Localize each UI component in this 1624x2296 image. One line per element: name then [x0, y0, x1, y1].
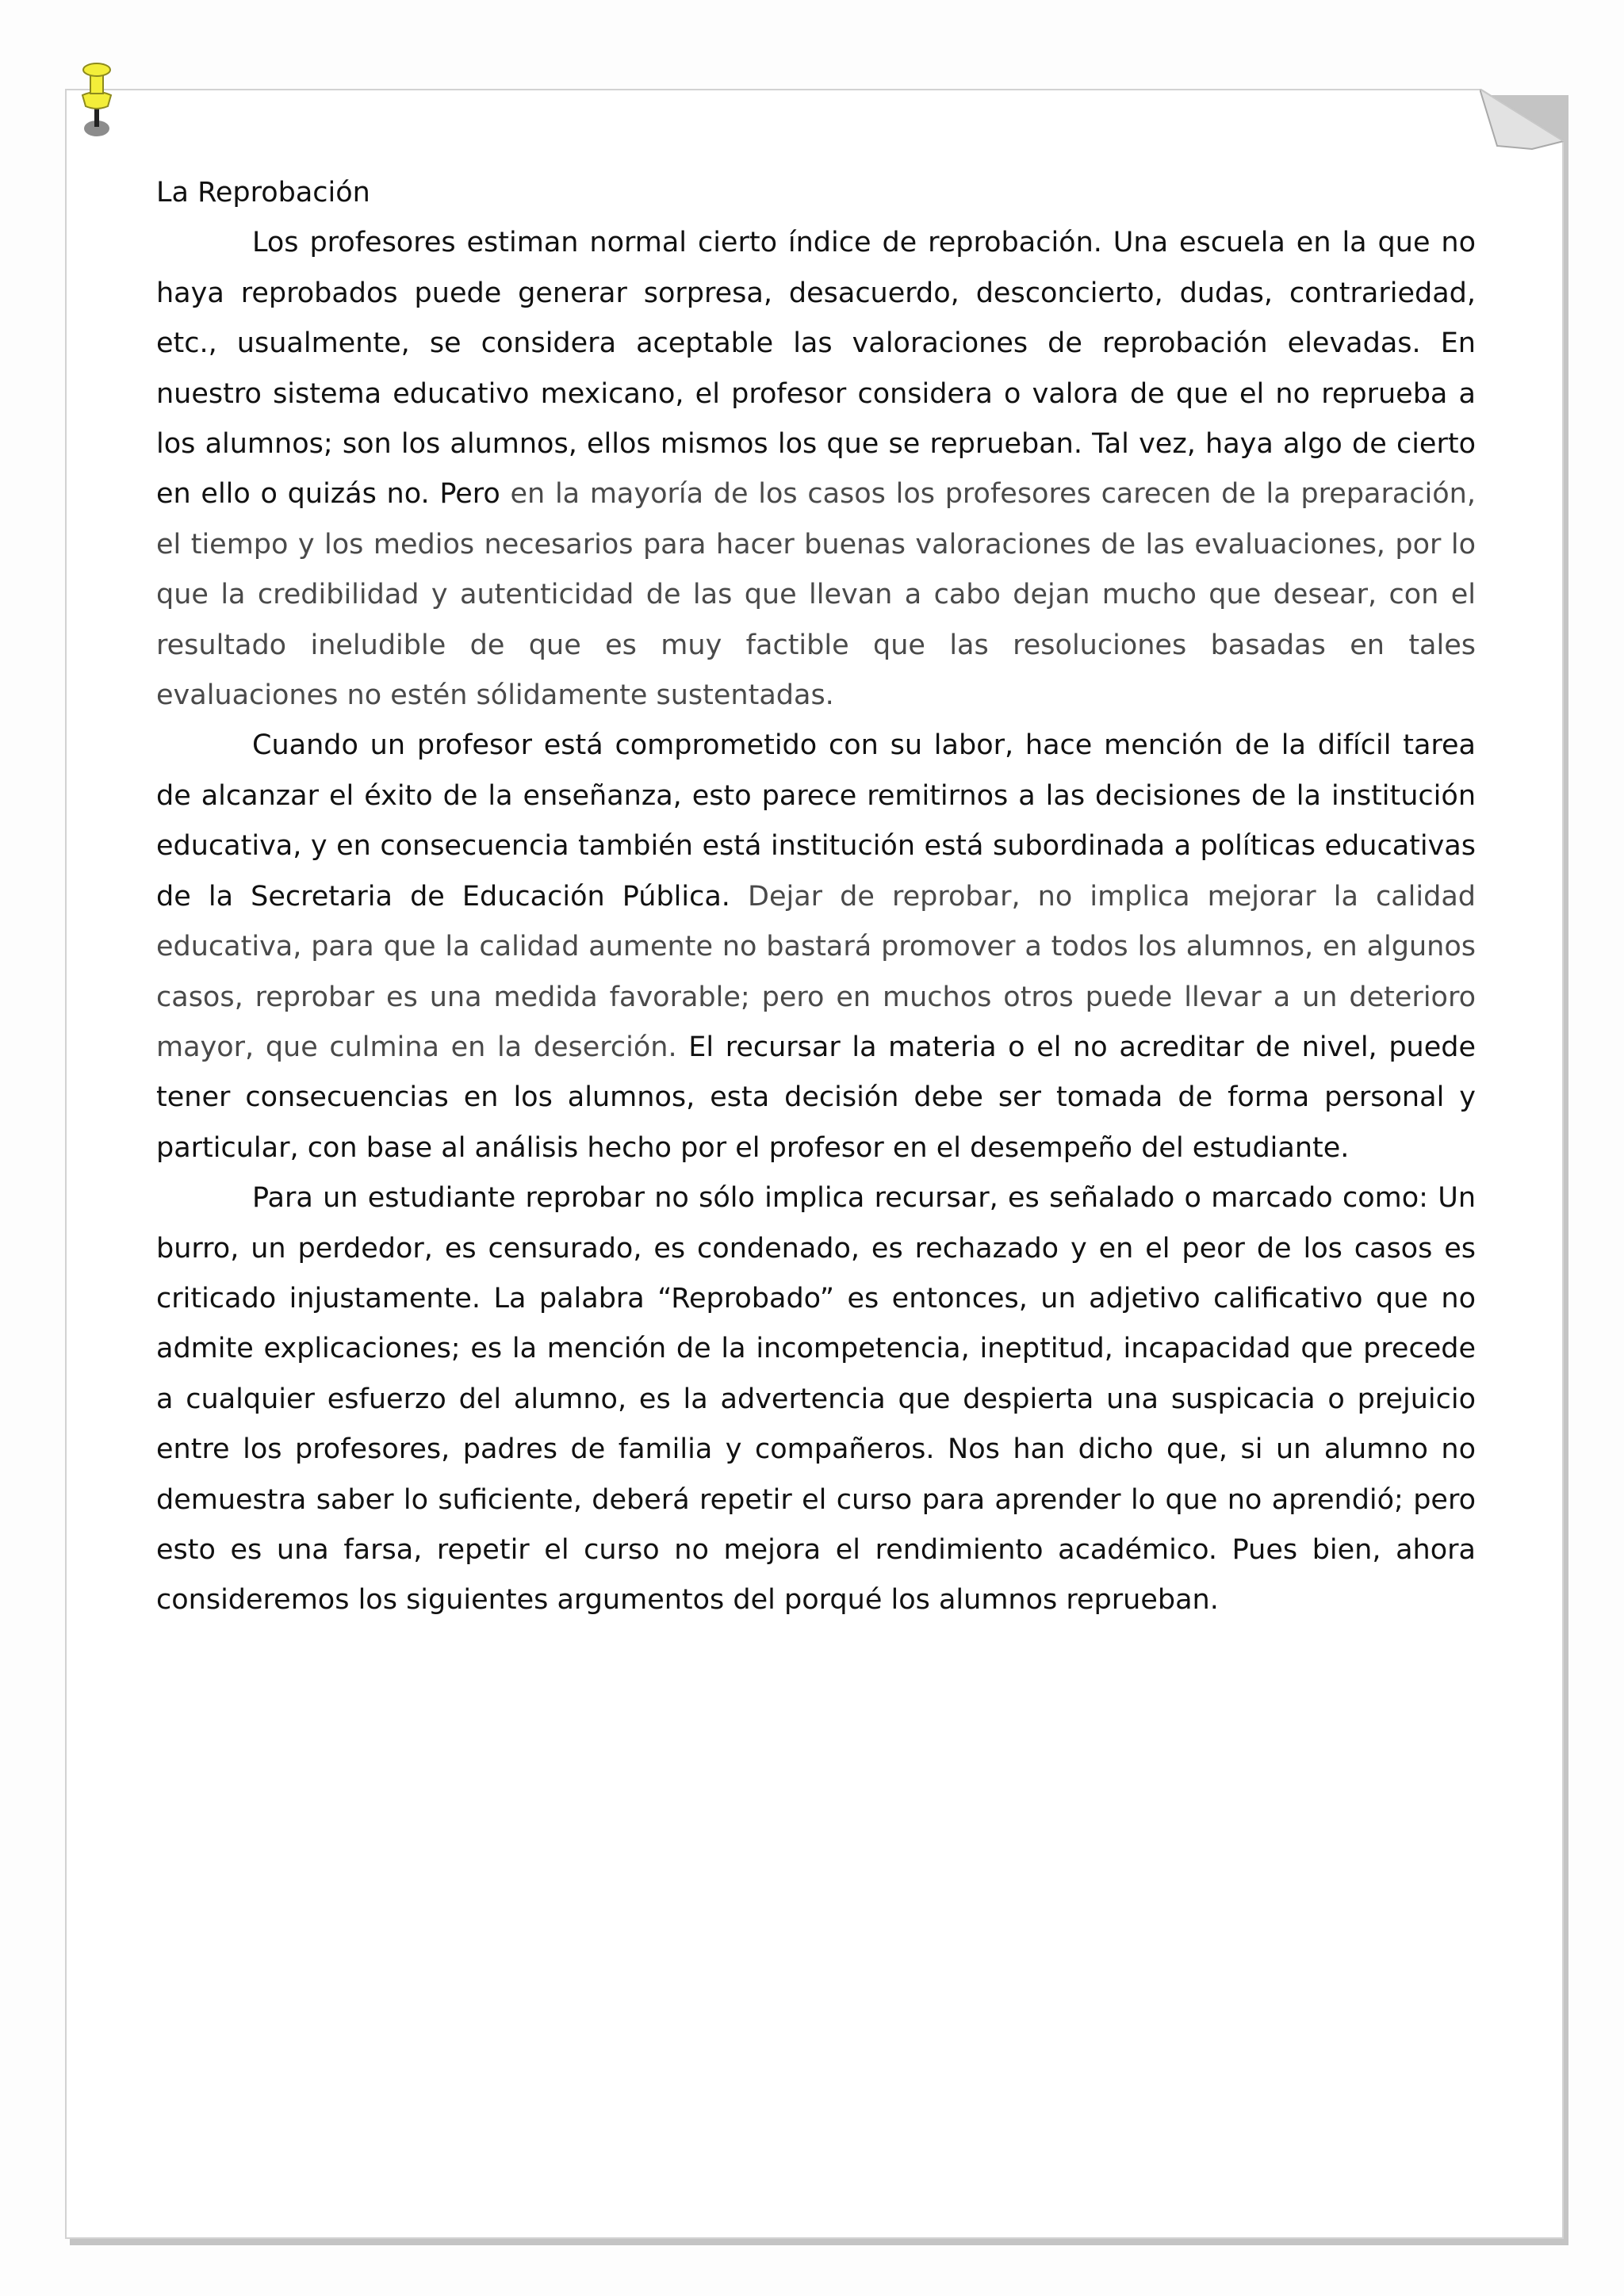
paragraph-2-tail-text: El recursar la materia o el no acreditar de nivel, puede tener consecuencias en los alumnos, esta decisión debe ser tomada de forma personal y particular, con base al análisis hecho por el profesor en el desempeño del estudiante.	[156, 1031, 1476, 1164]
paragraph-2-text: Cuando un profesor está comprometido con su labor, hace mención de la difícil tarea de alcanzar el éxito de la enseñanza, esto parece remitirnos a las decisiones de la institución educativa, y en consecuencia también está institución está subordinada a políticas educativas de la Secretaria de Educación Pública.	[156, 729, 1476, 913]
document-body	[156, 168, 1476, 1626]
paragraph-3	[156, 1173, 1476, 1626]
paragraph-1	[156, 218, 1476, 721]
paragraph-3-text: Para un estudiante reprobar no sólo implica recursar, es señalado o marcado como: Un burro, un perdedor, es censurado, es condenado, es rechazado y en el peor de los casos es criticado injustamente. La palabra “Reprobado” es entonces, un adjetivo calificativo que no admite explicaciones; es la mención de la incompetencia, ineptitud, incapacidad que precede a cualquier esfuerzo del alumno, es la advertencia que despierta una suspicacia o prejuicio entre los profesores, padres de familia y compañeros. Nos han dicho que, si un alumno no demuestra saber lo suficiente, deberá repetir el curso para aprender lo que no aprendió; pero esto es una farsa, repetir el curso no mejora el rendimiento académico. Pues bien, ahora consideremos los siguientes argumentos del porqué los alumnos reprueban.	[156, 1182, 1476, 1617]
paragraph-1-text: Los profesores estiman normal cierto índice de reprobación. Una escuela en la que no haya reprobados puede generar sorpresa, desacuerdo, desconcierto, dudas, contrariedad, etc., usualmente, se considera aceptable las valoraciones de reprobación elevadas. En nuestro sistema educativo mexicano, el profesor considera o valora de que el no reprueba a los alumnos; son los alumnos, ellos mismos los que se reprueban. Tal vez, haya algo de cierto en ello o quizás no. Pero	[156, 227, 1476, 511]
paragraph-2-muted-text: Dejar de reprobar, no implica mejorar la calidad educativa, para que la calidad aumente no bastará promover a todos los alumnos, en algunos casos, reprobar es una medida favorable; pero en muchos otros puede llevar a un deterioro mayor, que culmina en la deserción.	[156, 880, 1476, 1063]
paragraph-1-muted-text: en la mayoría de los casos los profesores carecen de la preparación, el tiempo y los medios necesarios para hacer buenas valoraciones de las evaluaciones, por lo que la credibilidad y autenticidad de las que llevan a cabo dejan mucho que desear, con el resultado ineludible de que es muy factible que las resoluciones basadas en tales evaluaciones no estén sólidamente sustentadas.	[156, 478, 1476, 712]
paragraph-2	[156, 721, 1476, 1173]
pushpin-icon	[76, 60, 117, 140]
page-curl-icon	[1480, 89, 1564, 152]
document-title: La Reprobación	[156, 177, 370, 209]
